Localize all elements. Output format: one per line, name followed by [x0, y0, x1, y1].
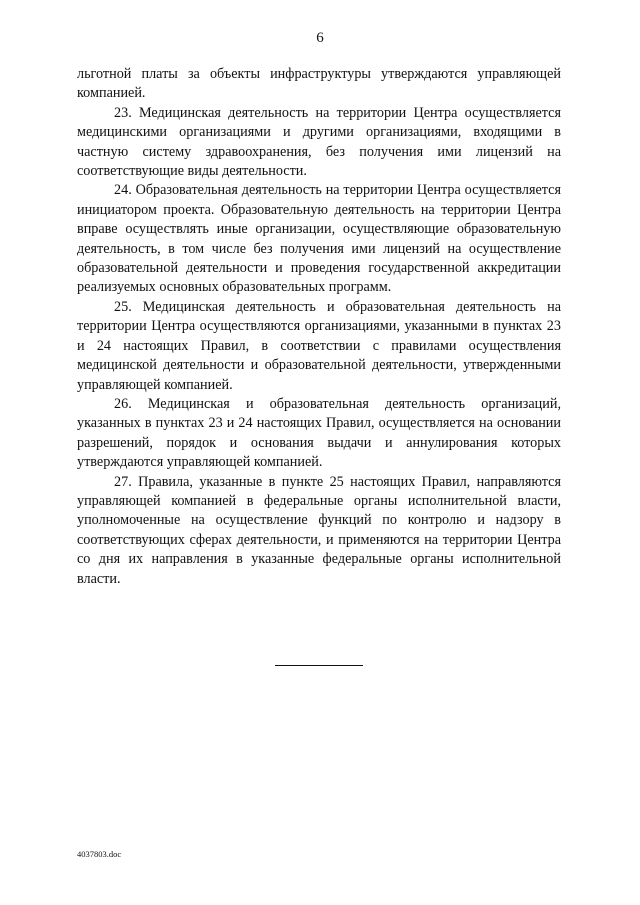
- paragraph-27: 27. Правила, указанные в пункте 25 настоящих Правил, направляются управляющей компанией в федеральные органы исполнительной власти, уполномоченные на осуществление функций по контролю и надзору в соответствующих сферах деятельности, и применяются на территории Центра со дня их направления в указанные федеральные органы исполнительной власти.: [77, 473, 561, 587]
- footer-filename: 4037803.doc: [77, 849, 122, 859]
- paragraph-continuation: льготной платы за объекты инфраструктуры утверждаются управляющей компанией.: [77, 66, 561, 102]
- document-body: [77, 65, 561, 589]
- paragraph-25: 25. Медицинская деятельность и образовательная деятельность на территории Центра осуществляются организациями, указанными в пунктах 23 и 24 настоящих Правил, в соответствии с правилами осуществления медицинской деятельности и образовательной деятельности, утвержденными управляющей компанией.: [77, 298, 561, 393]
- paragraph-26: 26. Медицинская и образовательная деятельность организаций, указанных в пунктах 23 и 24 настоящих Правил, осуществляется на основании разрешений, порядок и основания выдачи и аннулирования которых утверждаются управляющей компанией.: [77, 395, 561, 471]
- end-divider: [275, 665, 363, 666]
- paragraph-23: 23. Медицинская деятельность на территории Центра осуществляется медицинскими организациями и другими организациями, входящими в частную систему здравоохранения, без получения ими лицензий на соответствующие виды деятельности.: [77, 104, 561, 180]
- page-number: 6: [316, 30, 324, 46]
- paragraph-24: 24. Образовательная деятельность на территории Центра осуществляется инициатором проекта. Образовательную деятельность на территории Центра вправе осуществлять иные организации, осуществляющие образовательную деятельность, в том числе без получения ими лицензий на осуществление образовательной деятельности и проведения государственной аккредитации реализуемых основных образовательных программ.: [77, 182, 561, 296]
